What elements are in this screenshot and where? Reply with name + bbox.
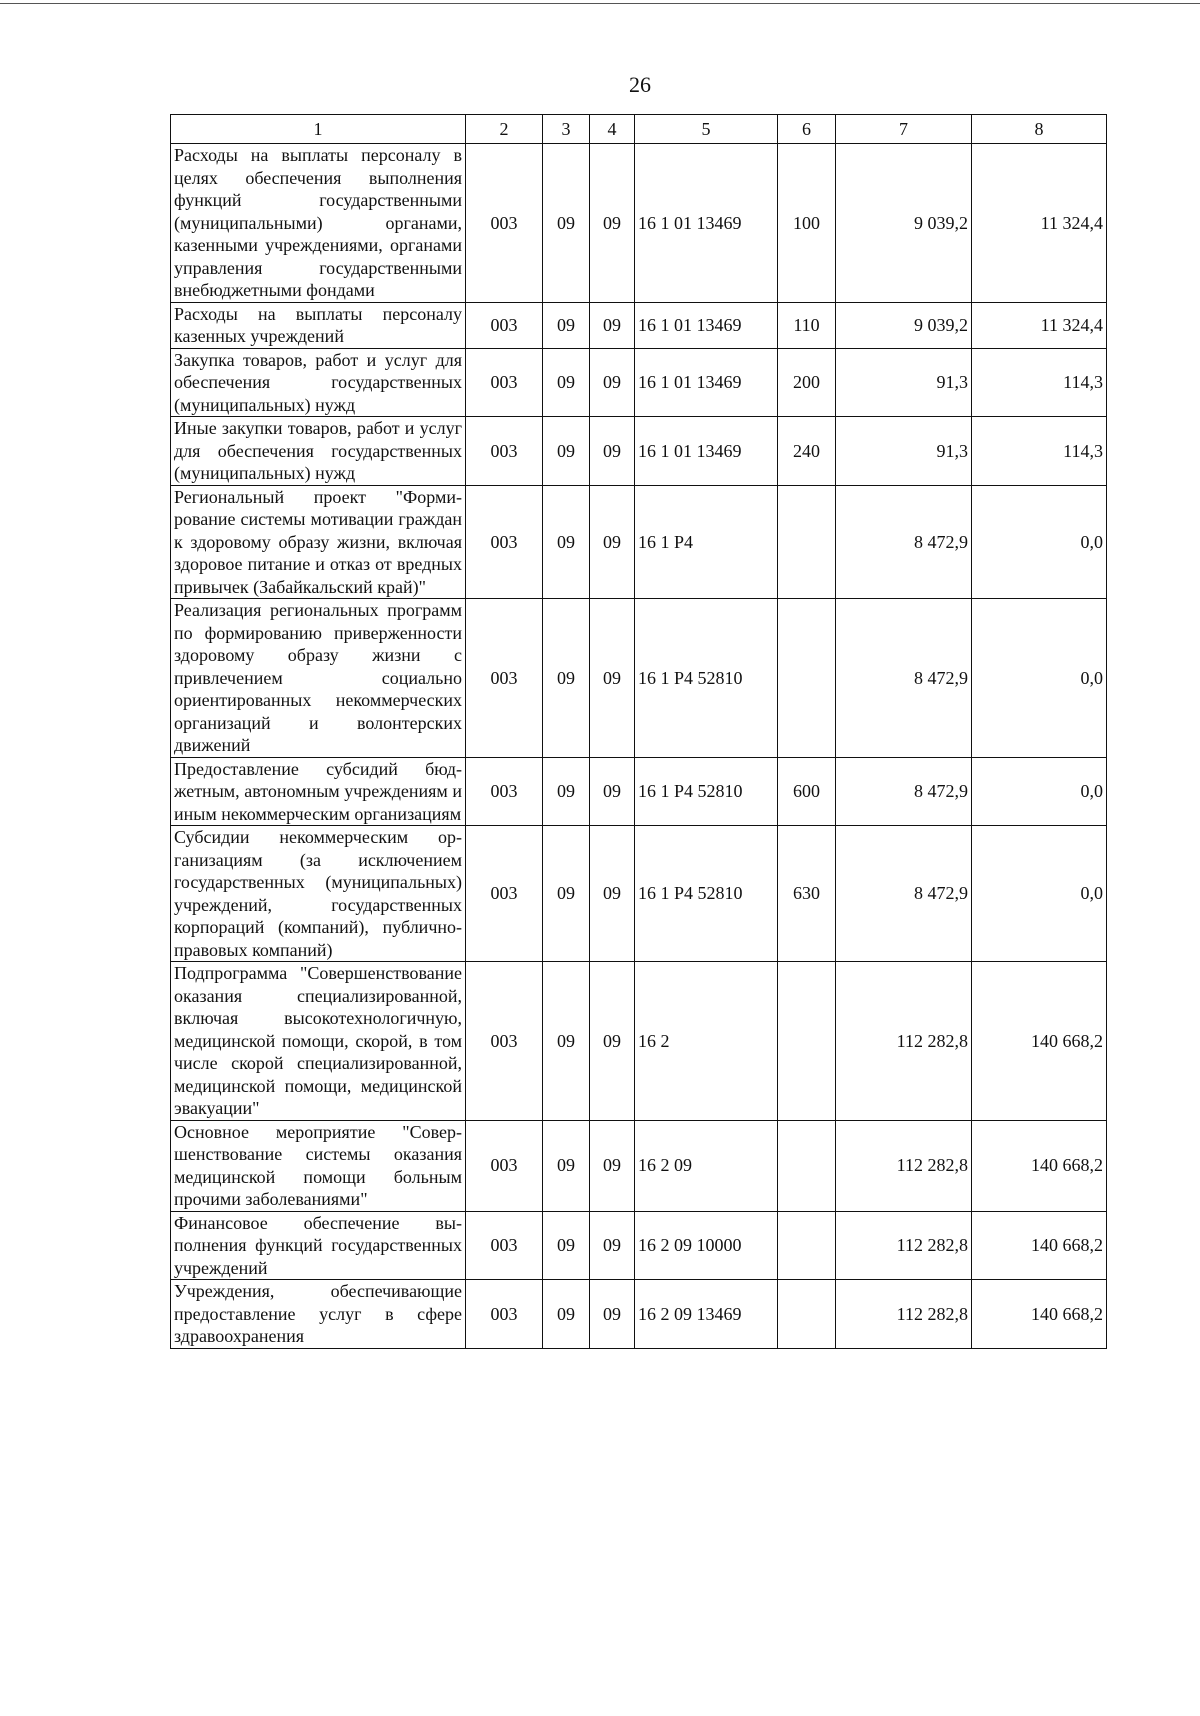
- row-amount-year2-cell: 114,3: [972, 348, 1107, 417]
- row-section-cell: 09: [543, 144, 590, 303]
- row-target-article-cell: 16 1 01 13469: [635, 302, 778, 348]
- row-name-cell: Основное мероприятие "Совершенствование системы оказания медицинской помощи больным прочими заболеваниями": [171, 1120, 466, 1211]
- table-row: [171, 1211, 1107, 1280]
- row-grbs-cell: 003: [466, 144, 543, 303]
- row-amount-year2-cell: 0,0: [972, 826, 1107, 962]
- row-section-cell: 09: [543, 1211, 590, 1280]
- row-expense-type-cell: 200: [778, 348, 836, 417]
- row-section-cell: 09: [543, 599, 590, 758]
- top-scan-edge: [0, 3, 1200, 4]
- row-subsection-cell: 09: [590, 1211, 635, 1280]
- row-target-article-cell: 16 1 01 13469: [635, 417, 778, 486]
- row-name-cell: Реализация региональных программ по формированию приверженности здоровому образу жизни с привлечением социально ориентированных некоммерческих организаций и волонтерских движений: [171, 599, 466, 758]
- row-target-article-cell: 16 2 09 10000: [635, 1211, 778, 1280]
- row-name-cell: Субсидии некоммерческим организациям (за исключением государственных (муниципальных) учреждений, государственных корпораций (компаний), публично-правовых компаний): [171, 826, 466, 962]
- row-target-article-cell: 16 1 P4 52810: [635, 826, 778, 962]
- row-subsection-cell: 09: [590, 348, 635, 417]
- header-cell-2: 2: [466, 115, 543, 144]
- row-section-cell: 09: [543, 1120, 590, 1211]
- row-subsection-cell: 09: [590, 962, 635, 1121]
- row-expense-type-cell: 600: [778, 757, 836, 826]
- row-amount-year1-cell: 91,3: [836, 348, 972, 417]
- table-row: [171, 826, 1107, 962]
- row-amount-year2-cell: 140 668,2: [972, 1120, 1107, 1211]
- row-amount-year1-cell: 112 282,8: [836, 1120, 972, 1211]
- row-amount-year2-cell: 140 668,2: [972, 1280, 1107, 1349]
- row-amount-year2-cell: 0,0: [972, 485, 1107, 599]
- row-section-cell: 09: [543, 826, 590, 962]
- row-grbs-cell: 003: [466, 302, 543, 348]
- table-row: [171, 962, 1107, 1121]
- row-grbs-cell: 003: [466, 757, 543, 826]
- row-amount-year1-cell: 8 472,9: [836, 485, 972, 599]
- row-amount-year1-cell: 9 039,2: [836, 302, 972, 348]
- row-subsection-cell: 09: [590, 599, 635, 758]
- row-amount-year2-cell: 11 324,4: [972, 302, 1107, 348]
- header-row: [171, 115, 1107, 144]
- row-amount-year1-cell: 112 282,8: [836, 1280, 972, 1349]
- row-expense-type-cell: 110: [778, 302, 836, 348]
- row-section-cell: 09: [543, 1280, 590, 1349]
- row-grbs-cell: 003: [466, 1280, 543, 1349]
- row-section-cell: 09: [543, 485, 590, 599]
- row-expense-type-cell: 240: [778, 417, 836, 486]
- table-row: [171, 417, 1107, 486]
- row-amount-year2-cell: 0,0: [972, 757, 1107, 826]
- row-subsection-cell: 09: [590, 144, 635, 303]
- row-name-cell: Учреждения, обеспечивающие предоставление услуг в сфере здравоохранения: [171, 1280, 466, 1349]
- row-amount-year2-cell: 114,3: [972, 417, 1107, 486]
- page-number: 26: [629, 72, 651, 97]
- row-target-article-cell: 16 1 01 13469: [635, 144, 778, 303]
- row-name-cell: Расходы на выплаты персоналу в целях обеспечения выполнения функций государственными (муниципальными) органами, казенными учреждениями, органами управления государственными внебюджетными фондами: [171, 144, 466, 303]
- row-name-cell: Предоставление субсидий бюджетным, автономным учреждениям и иным некоммерческим организациям: [171, 757, 466, 826]
- header-cell-3: 3: [543, 115, 590, 144]
- budget-table: [170, 114, 1107, 1349]
- row-grbs-cell: 003: [466, 485, 543, 599]
- row-grbs-cell: 003: [466, 1120, 543, 1211]
- row-grbs-cell: 003: [466, 826, 543, 962]
- row-expense-type-cell: [778, 962, 836, 1121]
- row-amount-year2-cell: 140 668,2: [972, 1211, 1107, 1280]
- row-amount-year1-cell: 8 472,9: [836, 757, 972, 826]
- row-subsection-cell: 09: [590, 1280, 635, 1349]
- row-amount-year1-cell: 112 282,8: [836, 962, 972, 1121]
- row-amount-year2-cell: 11 324,4: [972, 144, 1107, 303]
- row-section-cell: 09: [543, 962, 590, 1121]
- row-expense-type-cell: 100: [778, 144, 836, 303]
- table-body: [171, 144, 1107, 1349]
- row-target-article-cell: 16 2 09 13469: [635, 1280, 778, 1349]
- row-name-cell: Расходы на выплаты персоналу казенных учреждений: [171, 302, 466, 348]
- row-target-article-cell: 16 1 P4 52810: [635, 599, 778, 758]
- row-grbs-cell: 003: [466, 962, 543, 1121]
- row-amount-year1-cell: 91,3: [836, 417, 972, 486]
- row-subsection-cell: 09: [590, 1120, 635, 1211]
- row-expense-type-cell: 630: [778, 826, 836, 962]
- table-row: [171, 302, 1107, 348]
- row-grbs-cell: 003: [466, 1211, 543, 1280]
- row-name-cell: Закупка товаров, работ и услуг для обеспечения государственных (муниципальных) нужд: [171, 348, 466, 417]
- row-grbs-cell: 003: [466, 348, 543, 417]
- row-target-article-cell: 16 2: [635, 962, 778, 1121]
- table-row: [171, 144, 1107, 303]
- table-row: [171, 1120, 1107, 1211]
- header-cell-5: 5: [635, 115, 778, 144]
- row-grbs-cell: 003: [466, 599, 543, 758]
- row-section-cell: 09: [543, 348, 590, 417]
- table-row: [171, 485, 1107, 599]
- header-cell-1: 1: [171, 115, 466, 144]
- row-target-article-cell: 16 1 P4 52810: [635, 757, 778, 826]
- row-section-cell: 09: [543, 302, 590, 348]
- row-amount-year1-cell: 112 282,8: [836, 1211, 972, 1280]
- row-amount-year2-cell: 0,0: [972, 599, 1107, 758]
- table-row: [171, 348, 1107, 417]
- row-expense-type-cell: [778, 599, 836, 758]
- row-name-cell: Иные закупки товаров, работ и услуг для обеспечения государственных (муниципальных) нужд: [171, 417, 466, 486]
- row-subsection-cell: 09: [590, 417, 635, 486]
- row-target-article-cell: 16 1 01 13469: [635, 348, 778, 417]
- row-name-cell: Подпрограмма "Совершенствование оказания специализированной, включая высокотехнологичную, медицинской помощи, скорой, в том числе скорой специализированной, медицинской помощи, медицинской эвакуации": [171, 962, 466, 1121]
- row-amount-year1-cell: 9 039,2: [836, 144, 972, 303]
- row-section-cell: 09: [543, 757, 590, 826]
- table-row: [171, 599, 1107, 758]
- row-expense-type-cell: [778, 485, 836, 599]
- row-subsection-cell: 09: [590, 757, 635, 826]
- row-name-cell: Региональный проект "Формирование системы мотивации граждан к здоровому образу жизни, включая здоровое питание и отказ от вредных привычек (Забайкальский край)": [171, 485, 466, 599]
- table-row: [171, 757, 1107, 826]
- row-grbs-cell: 003: [466, 417, 543, 486]
- row-subsection-cell: 09: [590, 826, 635, 962]
- header-cell-6: 6: [778, 115, 836, 144]
- row-expense-type-cell: [778, 1280, 836, 1349]
- row-subsection-cell: 09: [590, 485, 635, 599]
- row-amount-year1-cell: 8 472,9: [836, 826, 972, 962]
- row-amount-year2-cell: 140 668,2: [972, 962, 1107, 1121]
- row-target-article-cell: 16 1 P4: [635, 485, 778, 599]
- row-name-cell: Финансовое обеспечение выполнения функций государственных учреждений: [171, 1211, 466, 1280]
- row-subsection-cell: 09: [590, 302, 635, 348]
- header-cell-7: 7: [836, 115, 972, 144]
- row-expense-type-cell: [778, 1120, 836, 1211]
- row-target-article-cell: 16 2 09: [635, 1120, 778, 1211]
- header-cell-4: 4: [590, 115, 635, 144]
- row-section-cell: 09: [543, 417, 590, 486]
- row-expense-type-cell: [778, 1211, 836, 1280]
- table-row: [171, 1280, 1107, 1349]
- header-cell-8: 8: [972, 115, 1107, 144]
- row-amount-year1-cell: 8 472,9: [836, 599, 972, 758]
